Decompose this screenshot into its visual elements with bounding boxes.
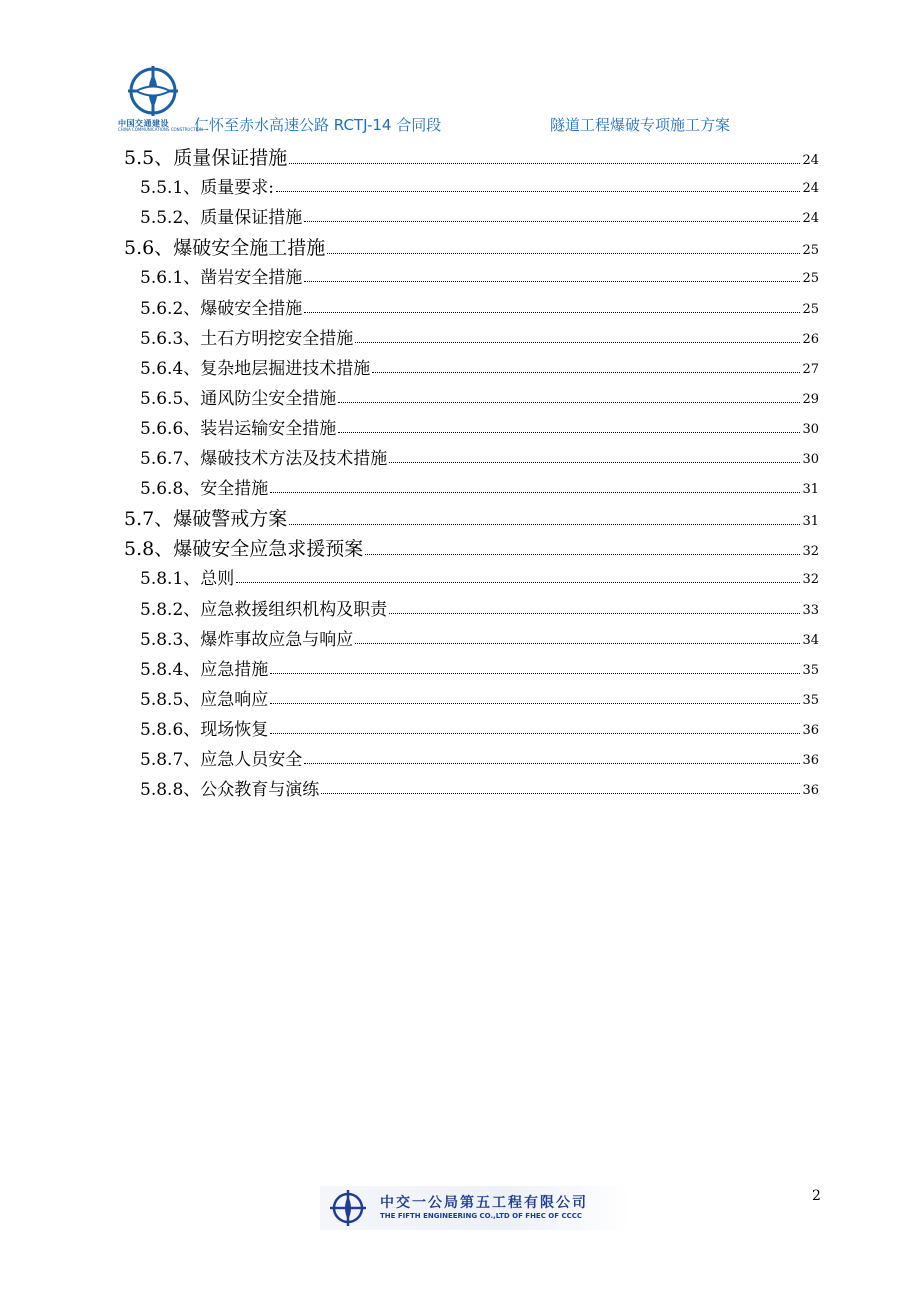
toc-leader-dots — [236, 581, 800, 583]
toc-leader-dots — [270, 672, 800, 674]
footer-company-chinese: 中交一公局第五工程有限公司 — [380, 1195, 588, 1211]
toc-entry-number: 5.6、 — [124, 237, 174, 260]
toc-entry-title: 安全措施 — [200, 479, 269, 500]
logo-chinese-text: 中国交通建设 — [118, 119, 169, 128]
header-project-name: 仁怀至赤水高速公路 RCTJ-14 合同段 — [194, 116, 442, 134]
toc-entry[interactable] — [124, 504, 819, 531]
logo-english-text: CHINA COMMUNICATIONS CONSTRUCTION — [118, 127, 203, 132]
toc-entry-number: 5.6.8、 — [140, 479, 201, 500]
toc-entry-title: 应急人员安全 — [200, 750, 303, 770]
toc-entry-page: 25 — [802, 271, 819, 287]
toc-entry-number: 5.5.2、 — [140, 208, 201, 229]
toc-entry-title: 土石方明挖安全措施 — [200, 328, 354, 349]
toc-entry-page: 30 — [802, 452, 819, 467]
toc-entry[interactable] — [140, 745, 819, 770]
toc-entry-page: 31 — [802, 514, 819, 530]
footer-logo-icon — [328, 1188, 368, 1228]
toc-entry-title: 爆破安全施工措施 — [173, 237, 326, 260]
toc-entry-page: 24 — [802, 211, 819, 227]
toc-entry-page: 30 — [802, 421, 819, 437]
page-header — [0, 0, 920, 150]
toc-entry[interactable] — [140, 324, 819, 349]
toc-entry-number: 5.8.5、 — [140, 689, 201, 710]
toc-entry-page: 35 — [802, 692, 819, 708]
toc-leader-dots — [289, 162, 800, 164]
toc-leader-dots — [355, 341, 800, 343]
toc-entry-title: 凿岩安全措施 — [200, 268, 303, 289]
toc-entry-number: 5.8.8、 — [140, 780, 201, 801]
toc-entry-page: 25 — [802, 243, 819, 259]
toc-entry[interactable] — [140, 384, 819, 409]
header-document-title: 隧道工程爆破专项施工方案 — [550, 116, 731, 134]
toc-entry-page: 24 — [802, 153, 819, 168]
toc-entry-page: 27 — [802, 361, 819, 377]
toc-entry-page: 26 — [802, 331, 819, 347]
toc-entry-number: 5.8.4、 — [140, 659, 201, 680]
toc-entry-title: 爆破警戒方案 — [173, 508, 288, 531]
toc-entry-number: 5.5.1、 — [140, 178, 201, 199]
toc-entry-number: 5.6.5、 — [140, 388, 201, 409]
toc-entry-title: 应急响应 — [200, 689, 269, 710]
toc-entry-title: 应急救援组织机构及职责 — [200, 599, 388, 620]
toc-leader-dots — [321, 792, 800, 794]
toc-leader-dots — [304, 762, 800, 764]
toc-leader-dots — [270, 491, 800, 493]
toc-entry[interactable] — [140, 173, 819, 198]
toc-leader-dots — [304, 280, 800, 282]
toc-leader-dots — [355, 642, 800, 644]
toc-entry[interactable] — [124, 534, 819, 561]
toc-leader-dots — [338, 431, 800, 433]
toc-entry-title: 总则 — [200, 569, 235, 590]
toc-leader-dots — [389, 612, 800, 614]
toc-leader-dots — [327, 252, 800, 254]
toc-entry-title: 质量保证措施 — [173, 147, 288, 169]
toc-entry-number: 5.6.6、 — [140, 418, 201, 439]
toc-entry-page: 29 — [802, 391, 819, 407]
toc-entry[interactable] — [140, 715, 819, 740]
toc-entry-number: 5.5、 — [124, 147, 174, 169]
toc-entry[interactable] — [124, 233, 819, 260]
toc-leader-dots — [372, 371, 800, 373]
toc-entry[interactable] — [140, 203, 819, 228]
toc-entry-number: 5.6.3、 — [140, 328, 201, 349]
toc-entry-title: 质量保证措施 — [200, 208, 303, 229]
toc-entry[interactable] — [140, 775, 819, 800]
toc-entry[interactable] — [140, 354, 819, 379]
toc-leader-dots — [304, 220, 800, 222]
toc-entry-title: 通风防尘安全措施 — [200, 388, 337, 409]
toc-entry-title: 现场恢复 — [200, 719, 269, 740]
footer-company-banner — [320, 1186, 630, 1230]
toc-entry[interactable] — [124, 143, 819, 170]
toc-entry-page: 34 — [802, 632, 819, 648]
toc-entry-number: 5.8.6、 — [140, 719, 201, 740]
toc-leader-dots — [304, 311, 800, 313]
toc-entry[interactable] — [140, 655, 819, 680]
toc-entry[interactable] — [140, 474, 819, 499]
page-number: 2 — [812, 1188, 821, 1204]
toc-entry[interactable] — [140, 444, 819, 469]
toc-entry-number: 5.6.4、 — [140, 358, 201, 379]
toc-entry-title: 爆炸事故应急与响应 — [200, 629, 354, 650]
toc-entry-number: 5.8、 — [124, 538, 174, 561]
toc-entry-title: 爆破技术方法及技术措施 — [200, 449, 388, 469]
toc-entry-page: 35 — [802, 662, 819, 678]
toc-entry-title: 装岩运输安全措施 — [200, 418, 337, 439]
toc-entry-page: 32 — [802, 544, 819, 560]
toc-entry-page: 32 — [802, 572, 819, 588]
toc-entry-page: 33 — [802, 602, 819, 618]
toc-entry[interactable] — [140, 685, 819, 710]
toc-entry-number: 5.8.1、 — [140, 569, 201, 590]
toc-entry[interactable] — [140, 263, 819, 288]
toc-entry[interactable] — [140, 294, 819, 319]
toc-leader-dots — [270, 702, 800, 704]
toc-entry[interactable] — [140, 595, 819, 620]
toc-entry-title: 爆破安全应急求援预案 — [173, 538, 364, 561]
toc-entry-page: 24 — [802, 181, 819, 197]
footer-company-english: THE FIFTH ENGINEERING CO.,LTD OF FHEC OF CCCC — [380, 1212, 582, 1220]
toc-leader-dots — [338, 401, 800, 403]
toc-entry-number: 5.8.3、 — [140, 629, 201, 650]
toc-entry-page: 36 — [802, 783, 819, 799]
toc-entry-title: 爆破安全措施 — [200, 298, 303, 319]
toc-entry-page: 36 — [802, 753, 819, 768]
toc-entry-number: 5.6.2、 — [140, 298, 201, 319]
toc-entry[interactable] — [140, 414, 819, 439]
toc-entry[interactable] — [140, 625, 819, 650]
toc-leader-dots — [289, 523, 800, 525]
toc-entry-number: 5.6.1、 — [140, 268, 201, 289]
toc-leader-dots — [270, 732, 800, 734]
toc-leader-dots — [365, 553, 800, 555]
toc-entry-page: 25 — [802, 301, 819, 317]
toc-entry-title: 应急措施 — [200, 659, 269, 680]
toc-entry-page: 31 — [802, 482, 819, 498]
toc-entry-page: 36 — [802, 722, 819, 738]
toc-entry-title: 公众教育与演练 — [200, 780, 320, 801]
toc-entry-number: 5.8.2、 — [140, 599, 201, 620]
toc-entry-title: 质量要求: — [200, 178, 274, 199]
toc-entry-number: 5.7、 — [124, 508, 174, 531]
toc-entry[interactable] — [140, 564, 819, 589]
toc-entry-number: 5.6.7、 — [140, 449, 201, 469]
toc-leader-dots — [389, 461, 800, 463]
toc-entry-title: 复杂地层掘进技术措施 — [200, 358, 371, 379]
toc-leader-dots — [276, 190, 800, 192]
toc-entry-number: 5.8.7、 — [140, 750, 201, 770]
